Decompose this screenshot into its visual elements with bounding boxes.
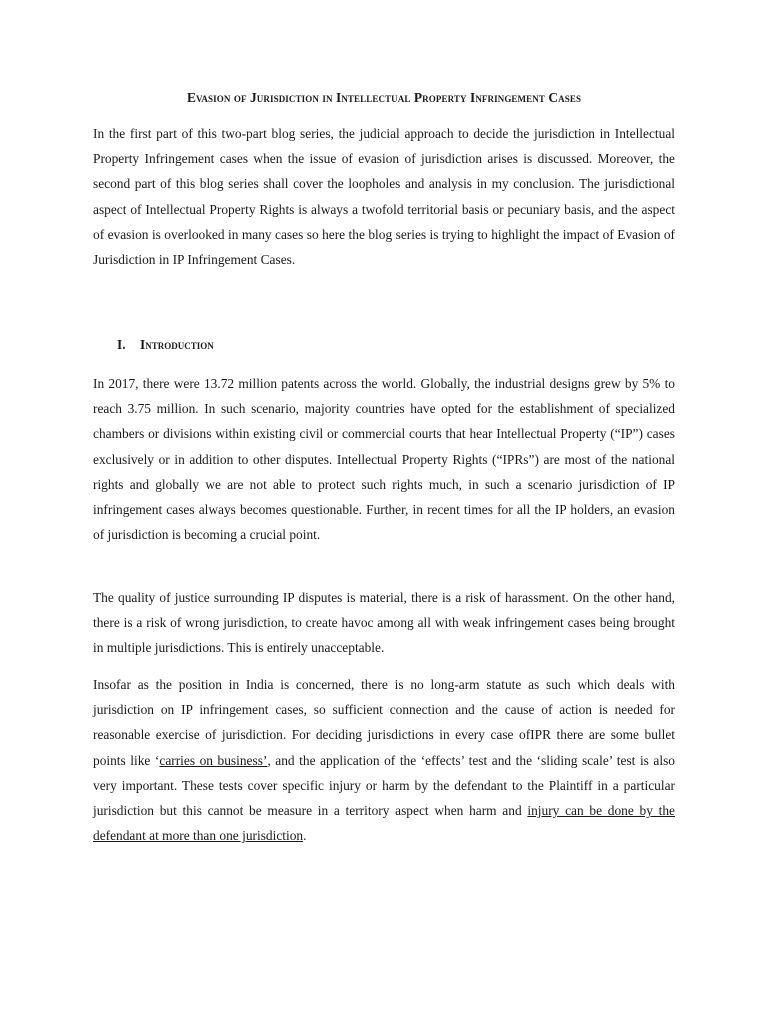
paragraph-india-position xyxy=(93,672,675,848)
paragraph-quality-of-justice: The quality of justice surrounding IP disputes is material, there is a risk of harassment. On the other hand, there is a risk of wrong jurisdiction, to create havoc among all with weak infringement cases being brought in multiple jurisdictions. This is entirely unacceptable. xyxy=(93,590,675,656)
paragraph-text: Insofar as the position in India is concerned, there is no long-arm statute as such which deals with jurisdiction on IP infringement cases, so sufficient connection and the cause of action is needed for reasonable exercise of jurisdiction. For deciding jurisdictions in every case ofIPR there are some bullet points like ‘ xyxy=(93,677,675,768)
paragraph-text: , and the application of the ‘effects’ test and the ‘sliding scale’ test is also very important. These tests cover specific injury or harm by the defendant to the Plaintiff in a particular jurisdiction but this cannot be measure in a territory aspect when harm and xyxy=(93,752,675,819)
paragraph-text: . xyxy=(303,828,307,844)
paragraph-statistics: In 2017, there were 13.72 million patents across the world. Globally, the industrial designs grew by 5% to reach 3.75 million. In such scenario, majority countries have opted for the establishment of specialized chambers or divisions within existing civil or commercial courts that hear Intellectual Property (“IP”) cases exclusively or in addition to other disputes. Intellectual Property Rights (“IPRs”) are most of the national rights and globally we are not able to protect such rights much, in such a scenario jurisdiction of IP infringement cases always becomes questionable. Further, in recent times for all the IP holders, an evasion of jurisdiction is becoming a crucial point. xyxy=(93,376,675,543)
section-number: I. xyxy=(117,337,126,352)
carries-on-business-link[interactable]: carries on business’ xyxy=(159,752,268,768)
intro-paragraph: In the first part of this two-part blog series, the judicial approach to decide the jurisdiction in Intellectual Property Infringement cases when the issue of evasion of jurisdiction arises is discussed. Moreover, the second part of this blog series shall cover the loopholes and analysis in my conclusion. The jurisdictional aspect of Intellectual Property Rights is always a twofold territorial basis or pecuniary basis, and the aspect of evasion is overlooked in many cases so here the blog series is trying to highlight the impact of Evasion of Jurisdiction in IP Infringement Cases. xyxy=(93,126,675,268)
multiple-jurisdiction-link[interactable]: injury can be done by the defendant at more than one jurisdiction xyxy=(93,803,675,844)
section-title: Introduction xyxy=(140,337,214,352)
section-heading xyxy=(117,337,214,353)
document-title: Evasion of Jurisdiction in Intellectual Property Infringement Cases xyxy=(186,90,582,105)
